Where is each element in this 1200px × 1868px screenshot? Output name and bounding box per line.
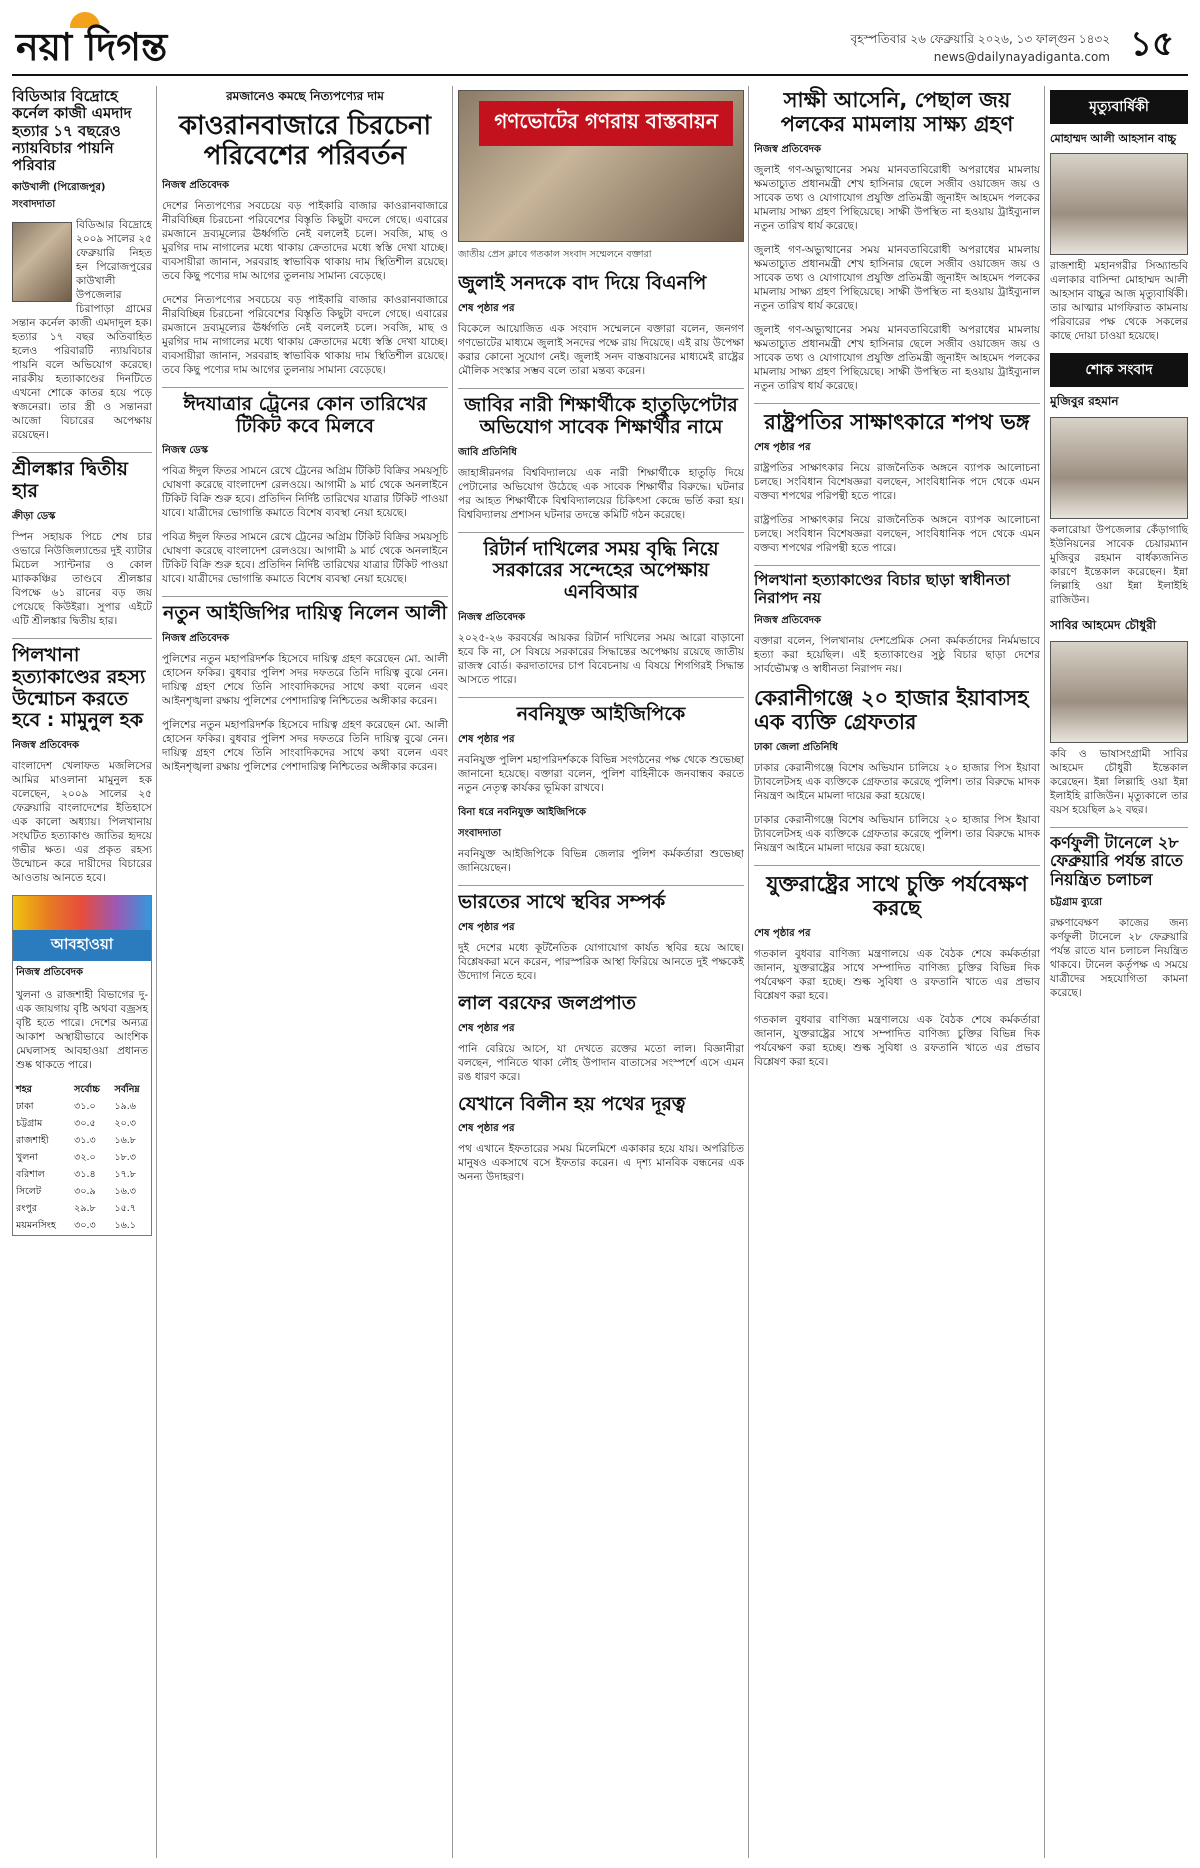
headline: পিলখানা হত্যাকাণ্ডের রহস্য উন্মোচন করতে হবে : মামুনুল হক: [12, 643, 146, 732]
column-rule: [452, 86, 453, 1858]
headline: রাষ্ট্রপতির সাক্ষাৎকারে শপথ ভঙ্গ: [764, 410, 1030, 435]
headline: কাওরানবাজারে চিরচেনা পরিবেশের পরিবর্তন: [178, 111, 432, 171]
headline: কর্ণফুলী টানেলে ২৮ ফেব্রুয়ারি পর্যন্ত রাতে নিয়ন্ত্রিত চলাচল: [1050, 833, 1184, 889]
headline: রিটার্ন দাখিলের সময় বৃদ্ধি নিয়ে সরকারের সন্দেহের অপেক্ষায় এনবিআর: [483, 537, 719, 604]
table-row: রংপুর ২৯.৮ ১৫.৭: [16, 1203, 136, 1215]
headline: লাল বরফের জলপ্রপাত: [458, 991, 637, 1014]
article-body: দেশের নিত্যপণ্যের সবচেয়ে বড় পাইকারি বাজার কাওরানবাজারে নীরবিচ্ছিন্ন চিরচেনা পরিবেশের বিস্তৃতি কিছুটা বদলে গেছে। এবারের রমজানে দ্রব্যমূল্যের ঊর্ধ্বগতি নেই বললেই চলে। সবজি, মাছ ও মুরগির দাম নাগালের মধ্যে থাকায় ক্রেতাদের মধ্যে স্বস্তি দেখা যাচ্ছে। ব্যবসায়ীরা জানান, সরবরাহ স্বাভাবিক থাকায় দাম স্থিতিশীল রয়েছে। তবে কিছু পণ্যের দাম আগের তুলনায় সামান্য বেড়েছে।: [162, 293, 448, 376]
headline: শ্রীলঙ্কার দ্বিতীয় হার: [12, 458, 128, 503]
weather-box: [12, 895, 152, 1236]
table-row: রাজশাহী ৩১.৩ ১৬.৮: [16, 1135, 136, 1147]
article-body: রক্ষণাবেক্ষণ কাজের জন্য কর্ণফুলী টানেলে ২৮ ফেব্রুয়ারি পর্যন্ত রাতে যান চলাচল নিয়ন্ত্রিত থাকবে। টানেল কর্তৃপক্ষ এ সময়ে যাত্রীদের সহযোগিতা কামনা করেছে।: [1050, 917, 1188, 1000]
article-body: বক্তারা বলেন, পিলখানায় দেশপ্রেমিক সেনা কর্মকর্তাদের নির্মমভাবে হত্যা করা হয়েছিল। এই হত্যাকাণ্ডের সুষ্ঠু বিচার ছাড়া দেশের সার্বভৌমত্ব ও স্বাধীনতা নিরাপদ নয়।: [754, 634, 1040, 675]
weather-title: আবহাওয়া: [13, 930, 151, 961]
masthead-meta: [851, 30, 1110, 66]
byline: শেষ পৃষ্ঠার পর: [754, 928, 811, 940]
byline: শেষ পৃষ্ঠার পর: [458, 1022, 515, 1034]
condolence-body: কবি ও ভাষাসংগ্রামী সাবির আহমেদ চৌধুরী ইন্তেকাল করেছেন। ইন্না লিল্লাহি ওয়া ইন্না ইলাইহি রাজিউন। মৃত্যুকালে তার বয়স হয়েছিল ৯২ বছর।: [1050, 748, 1188, 816]
table-row: চট্টগ্রাম ৩০.৫ ২০.৩: [16, 1118, 136, 1130]
obituary-tag: মৃত্যুবার্ষিকী: [1050, 90, 1188, 124]
column-rule: [748, 86, 749, 1858]
headline: জুলাই সনদকে বাদ দিয়ে বিএনপি: [458, 272, 707, 294]
byline: শেষ পৃষ্ঠার পর: [458, 921, 515, 933]
byline: চট্টগ্রাম ব্যুরো: [1050, 897, 1103, 909]
byline: কাউখালী (পিরোজপুর) সংবাদদাতা: [12, 182, 106, 211]
article-body: বাংলাদেশ খেলাফত মজলিসের আমির মাওলানা মামুনুল হক বলেছেন, ২০০৯ সালের ২৫ ফেব্রুয়ারি বাংলাদেশের ইতিহাসে এক কালো অধ্যায়। পিলখানায় সংঘটিত হত্যাকাণ্ড জাতির হৃদয়ে গভীর ক্ষত। এর প্রকৃত রহস্য উন্মোচন করে দায়ীদের বিচারের আওতায় আনতে হবে।: [12, 760, 152, 885]
column-rule: [1044, 86, 1045, 1858]
byline: নিজস্ব প্রতিবেদক: [754, 144, 822, 156]
column-header: শহর: [16, 1084, 32, 1096]
column-header: সর্বোচ্চ: [74, 1084, 100, 1096]
article-body: পানি বেরিয়ে আসে, যা দেখতে রক্তের মতো লাল। বিজ্ঞানীরা বলছেন, পানিতে থাকা লৌহ উপাদান বাতাসের সংস্পর্শে এসে এমন রঙ ধারণ করে।: [458, 1042, 744, 1083]
headline: পিলখানা হত্যাকাণ্ডের বিচার ছাড়া স্বাধীনতা নিরাপদ নয়: [754, 571, 1011, 607]
article-body: নবনিযুক্ত পুলিশ মহাপরিদর্শককে বিভিন্ন সংগঠনের পক্ষ থেকে শুভেচ্ছা জানানো হয়েছে। বক্তারা বলেন, পুলিশ বাহিনীকে জনবান্ধব করতে নতুন নেতৃত্ব কার্যকর ভূমিকা রাখবে।: [458, 753, 744, 794]
byline: শেষ পৃষ্ঠার পর: [458, 1123, 515, 1135]
table-row: বরিশাল ৩১.৪ ১৭.৮: [16, 1169, 136, 1181]
article-body: দেশের নিত্যপণ্যের সবচেয়ে বড় পাইকারি বাজার কাওরানবাজারে নীরবিচ্ছিন্ন চিরচেনা পরিবেশের বিস্তৃতি কিছুটা বদলে গেছে। এবারের রমজানে দ্রব্যমূল্যের ঊর্ধ্বগতি নেই বললেই চলে। সবজি, মাছ ও মুরগির দাম নাগালের মধ্যে থাকায় ক্রেতাদের মধ্যে স্বস্তি দেখা যাচ্ছে। ব্যবসায়ীরা জানান, সরবরাহ স্বাভাবিক থাকায় দাম স্থিতিশীল রয়েছে। তবে কিছু পণ্যের দাম আগের তুলনায় সামান্য বেড়েছে।: [162, 199, 448, 282]
byline: নিজস্ব প্রতিবেদক: [162, 633, 230, 645]
byline: নিজস্ব প্রতিবেদক: [16, 967, 84, 979]
byline: শেষ পৃষ্ঠার পর: [754, 442, 811, 454]
headline: নতুন আইজিপির দায়িত্ব নিলেন আলী: [163, 602, 447, 625]
column-rule: [156, 86, 157, 1858]
byline: জাবি প্রতিনিধি: [458, 446, 517, 458]
article-body: রাষ্ট্রপতির সাক্ষাৎকার নিয়ে রাজনৈতিক অঙ্গনে ব্যাপক আলোচনা চলছে। সংবিধান বিশেষজ্ঞরা বলছেন, সাংবিধানিক পদে থেকে এমন বক্তব্য শপথের পরিপন্থী হতে পারে।: [754, 514, 1040, 555]
headline: ভারতের সাথে স্থবির সম্পর্ক: [458, 890, 666, 913]
headline: বিডিআর বিদ্রোহে কর্নেল কাজী এমদাদ হত্যার ১৭ বছরেও ন্যায়বিচার পায়নি পরিবার: [12, 87, 132, 174]
table-row: ঢাকা ৩১.০ ১৯.৬: [16, 1101, 136, 1113]
table-row: খুলনা ৩২.০ ১৮.৩: [16, 1152, 136, 1164]
page-number: ১৫: [1120, 20, 1184, 68]
condolence-portrait: [1050, 641, 1188, 743]
article-body: পবিত্র ঈদুল ফিতর সামনে রেখে ট্রেনের অগ্রিম টিকিট বিক্রির সময়সূচি ঘোষণা করেছে বাংলাদেশ রেলওয়ে। আগামী ৯ মার্চ থেকে অনলাইনে টিকিট বিক্রি শুরু হবে। প্রতিদিন নির্দিষ্ট তারিখের যাত্রার টিকিট পাওয়া যাবে। যাত্রীদের ভোগান্তি কমাতে বিশেষ ব্যবস্থা নেয়া হয়েছে।: [162, 531, 448, 586]
obituary-portrait: [1050, 153, 1188, 255]
byline: বিনা ধরে নবনিযুক্ত আইজিপিকে: [458, 806, 587, 818]
article-body: দুই দেশের মধ্যে কূটনৈতিক যোগাযোগ কার্যত স্থবির হয়ে আছে। বিশ্লেষকরা মনে করেন, পারস্পরিক আস্থা ফিরিয়ে আনতে দুই পক্ষকেই উদ্যোগ নিতে হবে।: [458, 941, 744, 982]
website: news@dailynayadiganta.com: [933, 50, 1110, 64]
masthead: [12, 16, 1188, 76]
column-header: সর্বনিম্ন: [114, 1084, 140, 1096]
obituary-body: রাজশাহী মহানগরীর সিঅ্যান্ডবি এলাকার বাসিন্দা মোহাম্মদ আলী আহসান বাচ্চুর আজ মৃত্যুবার্ষিকী। তার আত্মার মাগফিরাত কামনায় পরিবারের পক্ষ থেকে সকলের কাছে দোয়া চাওয়া হয়েছে।: [1050, 260, 1188, 342]
byline: ক্রীড়া ডেস্ক: [12, 510, 56, 522]
byline: নিজস্ব প্রতিবেদক: [12, 740, 80, 752]
article-body: পথ এখানে ইফতারের সময় মিলেমিশে একাকার হয়ে যায়। অপরিচিত মানুষও একসাথে বসে ইফতার করেন। এ দৃশ্য মানবিক বন্ধনের এক অনন্য উদাহরণ।: [458, 1143, 744, 1184]
article-body: রাষ্ট্রপতির সাক্ষাৎকার নিয়ে রাজনৈতিক অঙ্গনে ব্যাপক আলোচনা চলছে। সংবিধান বিশেষজ্ঞরা বলছেন, সাংবিধানিক পদে থেকে এমন বক্তব্য শপথের পরিপন্থী হতে পারে।: [754, 462, 1040, 503]
column-4: [754, 86, 1040, 1858]
headline: কেরানীগঞ্জে ২০ হাজার ইয়াবাসহ এক ব্যক্তি গ্রেফতার: [754, 685, 1029, 735]
condolence-name: সাবির আহমেদ চৌধুরী: [1050, 618, 1157, 632]
table-row: সিলেট ৩০.৯ ১৬.৩: [16, 1186, 136, 1198]
headline: জাবির নারী শিক্ষার্থীকে হাতুড়িপেটার অভিযোগ সাবেক শিক্ষার্থীর নামে: [464, 393, 738, 438]
article-body: জুলাই গণ-অভ্যুত্থানের সময় মানবতাবিরোধী অপরাধের মামলায় ক্ষমতাচ্যুত প্রধানমন্ত্রী শেখ হাসিনার ছেলে সজীব ওয়াজেদ জয় ও সাবেক তথ্য ও যোগাযোগ প্রযুক্তি প্রতিমন্ত্রী জুনাইদ আহমেদ পলকের মামলায় সাক্ষ্য গ্রহণ পিছিয়েছে। সাক্ষী উপস্থিত না হওয়ায় ট্রাইব্যুনাল নতুন তারিখ ধার্য করেছে।: [754, 324, 1040, 393]
condolence-tag: শোক সংবাদ: [1050, 353, 1188, 387]
news-photo: [12, 222, 72, 302]
weather-body: খুলনা ও রাজশাহী বিভাগের দু-এক জায়গায় বৃষ্টি অথবা বজ্রসহ বৃষ্টি হতে পারে। দেশের অন্যত্র আকাশ অস্থায়ীভাবে আংশিক মেঘলাসহ আবহাওয়া প্রধানত শুষ্ক থাকতে পারে।: [16, 989, 148, 1072]
byline: নিজস্ব ডেস্ক: [162, 445, 208, 457]
article-body: বিকেলে আয়োজিত এক সংবাদ সম্মেলনে বক্তারা বলেন, জনগণ গণভোটের মাধ্যমে জুলাই সনদের পক্ষে রায় দিয়েছে। এই রায় উপেক্ষা করার কোনো সুযোগ নেই। জুলাই সনদ বাস্তবায়নের মাধ্যমেই রাষ্ট্রের মৌলিক সংস্কার সম্ভব বলে তারা মন্তব্য করেন।: [458, 322, 744, 377]
newspaper-logo: নয়া দিগন্ত: [16, 25, 168, 69]
headline: ঈদযাত্রার ট্রেনের কোন তারিখের টিকিট কবে মিলবে: [183, 392, 427, 437]
byline: নিজস্ব প্রতিবেদক: [162, 179, 230, 191]
article-body: পুলিশের নতুন মহাপরিদর্শক হিসেবে দায়িত্ব গ্রহণ করেছেন মো. আলী হোসেন ফকির। বুধবার পুলিশ সদর দফতরে তিনি দায়িত্ব বুঝে নেন। দায়িত্ব গ্রহণ শেষে তিনি সাংবাদিকদের সাথে কথা বলেন এবং আইনশৃঙ্খলা রক্ষায় পুলিশের পেশাদারিত্ব নিশ্চিতের অঙ্গীকার করেন।: [162, 719, 448, 774]
photo-caption: জাতীয় প্রেস ক্লাবে গতকাল সংবাদ সম্মেলনে বক্তারা: [458, 249, 652, 260]
article-body: বিডিআর বিদ্রোহে ২০০৯ সালের ২৫ ফেব্রুয়ারি নিহত হন পিরোজপুরের কাউখালী উপজেলার চিরাপাড়া গ্রামের সন্তান কর্নেল কাজী এমদাদুল হক। হত্যার ১৭ বছর অতিবাহিত হলেও পরিবারটি ন্যায়বিচার পায়নি বলে অভিযোগ করেছে। নারকীয় হত্যাকাণ্ডের দিনটিতে এখনো শোকে কাতর হয়ে পড়ে স্বজনেরা। তার স্ত্রী ও সন্তানরা আজো বিচারের অপেক্ষায় রয়েছেন।: [12, 219, 152, 442]
article-body: জাহাঙ্গীরনগর বিশ্ববিদ্যালয়ে এক নারী শিক্ষার্থীকে হাতুড়ি দিয়ে পেটানোর অভিযোগ উঠেছে এক সাবেক শিক্ষার্থীর বিরুদ্ধে। ঘটনার পর আহত শিক্ষার্থীকে বিশ্ববিদ্যালয়ের চিকিৎসা কেন্দ্রে ভর্তি করা হয়। বিশ্ববিদ্যালয় প্রশাসন ঘটনার তদন্তে কমিটি গঠন করেছে।: [458, 466, 744, 521]
article-body: পুলিশের নতুন মহাপরিদর্শক হিসেবে দায়িত্ব গ্রহণ করেছেন মো. আলী হোসেন ফকির। বুধবার পুলিশ সদর দফতরে তিনি দায়িত্ব বুঝে নেন। দায়িত্ব গ্রহণ শেষে তিনি সাংবাদিকদের সাথে কথা বলেন এবং আইনশৃঙ্খলা রক্ষায় পুলিশের পেশাদারিত্ব নিশ্চিতের অঙ্গীকার করেন।: [162, 653, 448, 708]
article-body: ঢাকার কেরানীগঞ্জে বিশেষ অভিযান চালিয়ে ২০ হাজার পিস ইয়াবা ট্যাবলেটসহ এক ব্যক্তিকে গ্রেফতার করেছে পুলিশ। তার বিরুদ্ধে মাদক নিয়ন্ত্রণ আইনে মামলা দায়ের করা হয়েছে।: [754, 762, 1040, 803]
headline: যুক্তরাষ্ট্রের সাথে চুক্তি পর্যবেক্ষণ করছে: [766, 872, 1028, 921]
article-body: জুলাই গণ-অভ্যুত্থানের সময় মানবতাবিরোধী অপরাধের মামলায় ক্ষমতাচ্যুত প্রধানমন্ত্রী শেখ হাসিনার ছেলে সজীব ওয়াজেদ জয় ও সাবেক তথ্য ও যোগাযোগ প্রযুক্তি প্রতিমন্ত্রী জুনাইদ আহমেদ পলকের মামলায় সাক্ষ্য গ্রহণ পিছিয়েছে। সাক্ষী উপস্থিত না হওয়ায় ট্রাইব্যুনাল নতুন তারিখ ধার্য করেছে।: [754, 244, 1040, 313]
byline: সংবাদদাতা: [458, 827, 502, 839]
column-3: [458, 86, 744, 1858]
rainbow-icon: [13, 896, 151, 930]
table-row: ময়মনসিংহ ৩০.৩ ১৬.১: [16, 1220, 136, 1232]
column-1: [12, 86, 152, 1858]
article-body: নবনিযুক্ত আইজিপিকে বিভিন্ন জেলার পুলিশ কর্মকর্তারা শুভেচ্ছা জানিয়েছেন।: [458, 847, 744, 874]
byline: নিজস্ব প্রতিবেদক: [754, 614, 822, 626]
condolence-body: কলারোয়া উপজেলার কেঁড়াগাছি ইউনিয়নের সাবেক চেয়ারম্যান মুজিবুর রহমান বার্ধক্যজনিত কারণে ইন্তেকাল করেছেন। ইন্না লিল্লাহি ওয়া ইন্না ইলাইহি রাজিউন।: [1050, 524, 1188, 606]
article-body: ২০২৫-২৬ করবর্ষের আয়কর রিটার্ন দাখিলের সময় আরো বাড়ানো হবে কি না, সে বিষয়ে সরকারের সিদ্ধান্তের অপেক্ষায় রয়েছে জাতীয় রাজস্ব বোর্ড। করদাতাদের চাপ বিবেচনায় এ বিষয়ে শিগগিরই সিদ্ধান্ত আসতে পারে।: [458, 632, 744, 687]
condolence-name: মুজিবুর রহমান: [1050, 394, 1119, 408]
byline: নিজস্ব প্রতিবেদক: [458, 612, 526, 624]
press-conference-photo: [458, 90, 744, 242]
headline: যেখানে বিলীন হয় পথের দূরত্ব: [458, 1092, 686, 1115]
article-body: গতকাল বুধবার বাণিজ্য মন্ত্রণালয়ে এক বৈঠক শেষে কর্মকর্তারা জানান, যুক্তরাষ্ট্রের সাথে সম্পাদিত বাণিজ্য চুক্তির বিভিন্ন দিক পর্যবেক্ষণ করা হচ্ছে। শুল্ক সুবিধা ও রফতানি খাতে এর প্রভাব বিশ্লেষণ করা হবে।: [754, 1014, 1040, 1069]
article-body: গতকাল বুধবার বাণিজ্য মন্ত্রণালয়ে এক বৈঠক শেষে কর্মকর্তারা জানান, যুক্তরাষ্ট্রের সাথে সম্পাদিত বাণিজ্য চুক্তির বিভিন্ন দিক পর্যবেক্ষণ করা হচ্ছে। শুল্ক সুবিধা ও রফতানি খাতে এর প্রভাব বিশ্লেষণ করা হবে।: [754, 948, 1040, 1003]
article-body: স্পিন সহায়ক পিচে শেষ চার ওভারে নিউজিল্যান্ডের দুই ব্যাটার মিচেল স্যান্টনার ও কোল ম্যাককঞ্চির তাণ্ডবে শ্রীলঙ্কার বিপক্ষে ৬১ রানের বড় জয় পেয়েছে কিউইরা। সুপার এইটে এটি শ্রীলঙ্কার দ্বিতীয় হার।: [12, 530, 152, 627]
obituary-name: মোহাম্মদ আলী আহসান বাচ্চু: [1050, 132, 1177, 145]
article-body: পবিত্র ঈদুল ফিতর সামনে রেখে ট্রেনের অগ্রিম টিকিট বিক্রির সময়সূচি ঘোষণা করেছে বাংলাদেশ রেলওয়ে। আগামী ৯ মার্চ থেকে অনলাইনে টিকিট বিক্রি শুরু হবে। প্রতিদিন নির্দিষ্ট তারিখের যাত্রার টিকিট পাওয়া যাবে। যাত্রীদের ভোগান্তি কমাতে বিশেষ ব্যবস্থা নেয়া হয়েছে।: [162, 465, 448, 520]
byline: শেষ পৃষ্ঠার পর: [458, 733, 515, 745]
column-5: [1050, 86, 1188, 1858]
byline: শেষ পৃষ্ঠার পর: [458, 302, 515, 314]
headline: নবনিযুক্ত আইজিপিকে: [516, 703, 686, 726]
photo-banner: গণভোটের গণরায় বাস্তবায়ন: [479, 101, 733, 146]
headline: সাক্ষী আসেনি, পেছাল জয় পলকের মামলায় সাক্ষ্য গ্রহণ: [780, 88, 1014, 137]
byline: ঢাকা জেলা প্রতিনিধি: [754, 742, 838, 754]
article-body: জুলাই গণ-অভ্যুত্থানের সময় মানবতাবিরোধী অপরাধের মামলায় ক্ষমতাচ্যুত প্রধানমন্ত্রী শেখ হাসিনার ছেলে সজীব ওয়াজেদ জয় ও সাবেক তথ্য ও যোগাযোগ প্রযুক্তি প্রতিমন্ত্রী জুনাইদ আহমেদ পলকের মামলায় সাক্ষ্য গ্রহণ পিছিয়েছে। সাক্ষী উপস্থিত না হওয়ায় ট্রাইব্যুনাল নতুন তারিখ ধার্য করেছে।: [754, 164, 1040, 233]
column-2: [162, 86, 448, 1858]
weather-table: [13, 1082, 151, 1235]
kicker: রমজানেও কমছে নিত্যপণ্যের দাম: [226, 89, 384, 103]
article-body: ঢাকার কেরানীগঞ্জে বিশেষ অভিযান চালিয়ে ২০ হাজার পিস ইয়াবা ট্যাবলেটসহ এক ব্যক্তিকে গ্রেফতার করেছে পুলিশ। তার বিরুদ্ধে মাদক নিয়ন্ত্রণ আইনে মামলা দায়ের করা হয়েছে।: [754, 814, 1040, 855]
condolence-portrait: [1050, 417, 1188, 519]
issue-date: বৃহস্পতিবার ২৬ ফেব্রুয়ারি ২০২৬, ১৩ ফাল্গুন ১৪৩২: [850, 32, 1110, 46]
